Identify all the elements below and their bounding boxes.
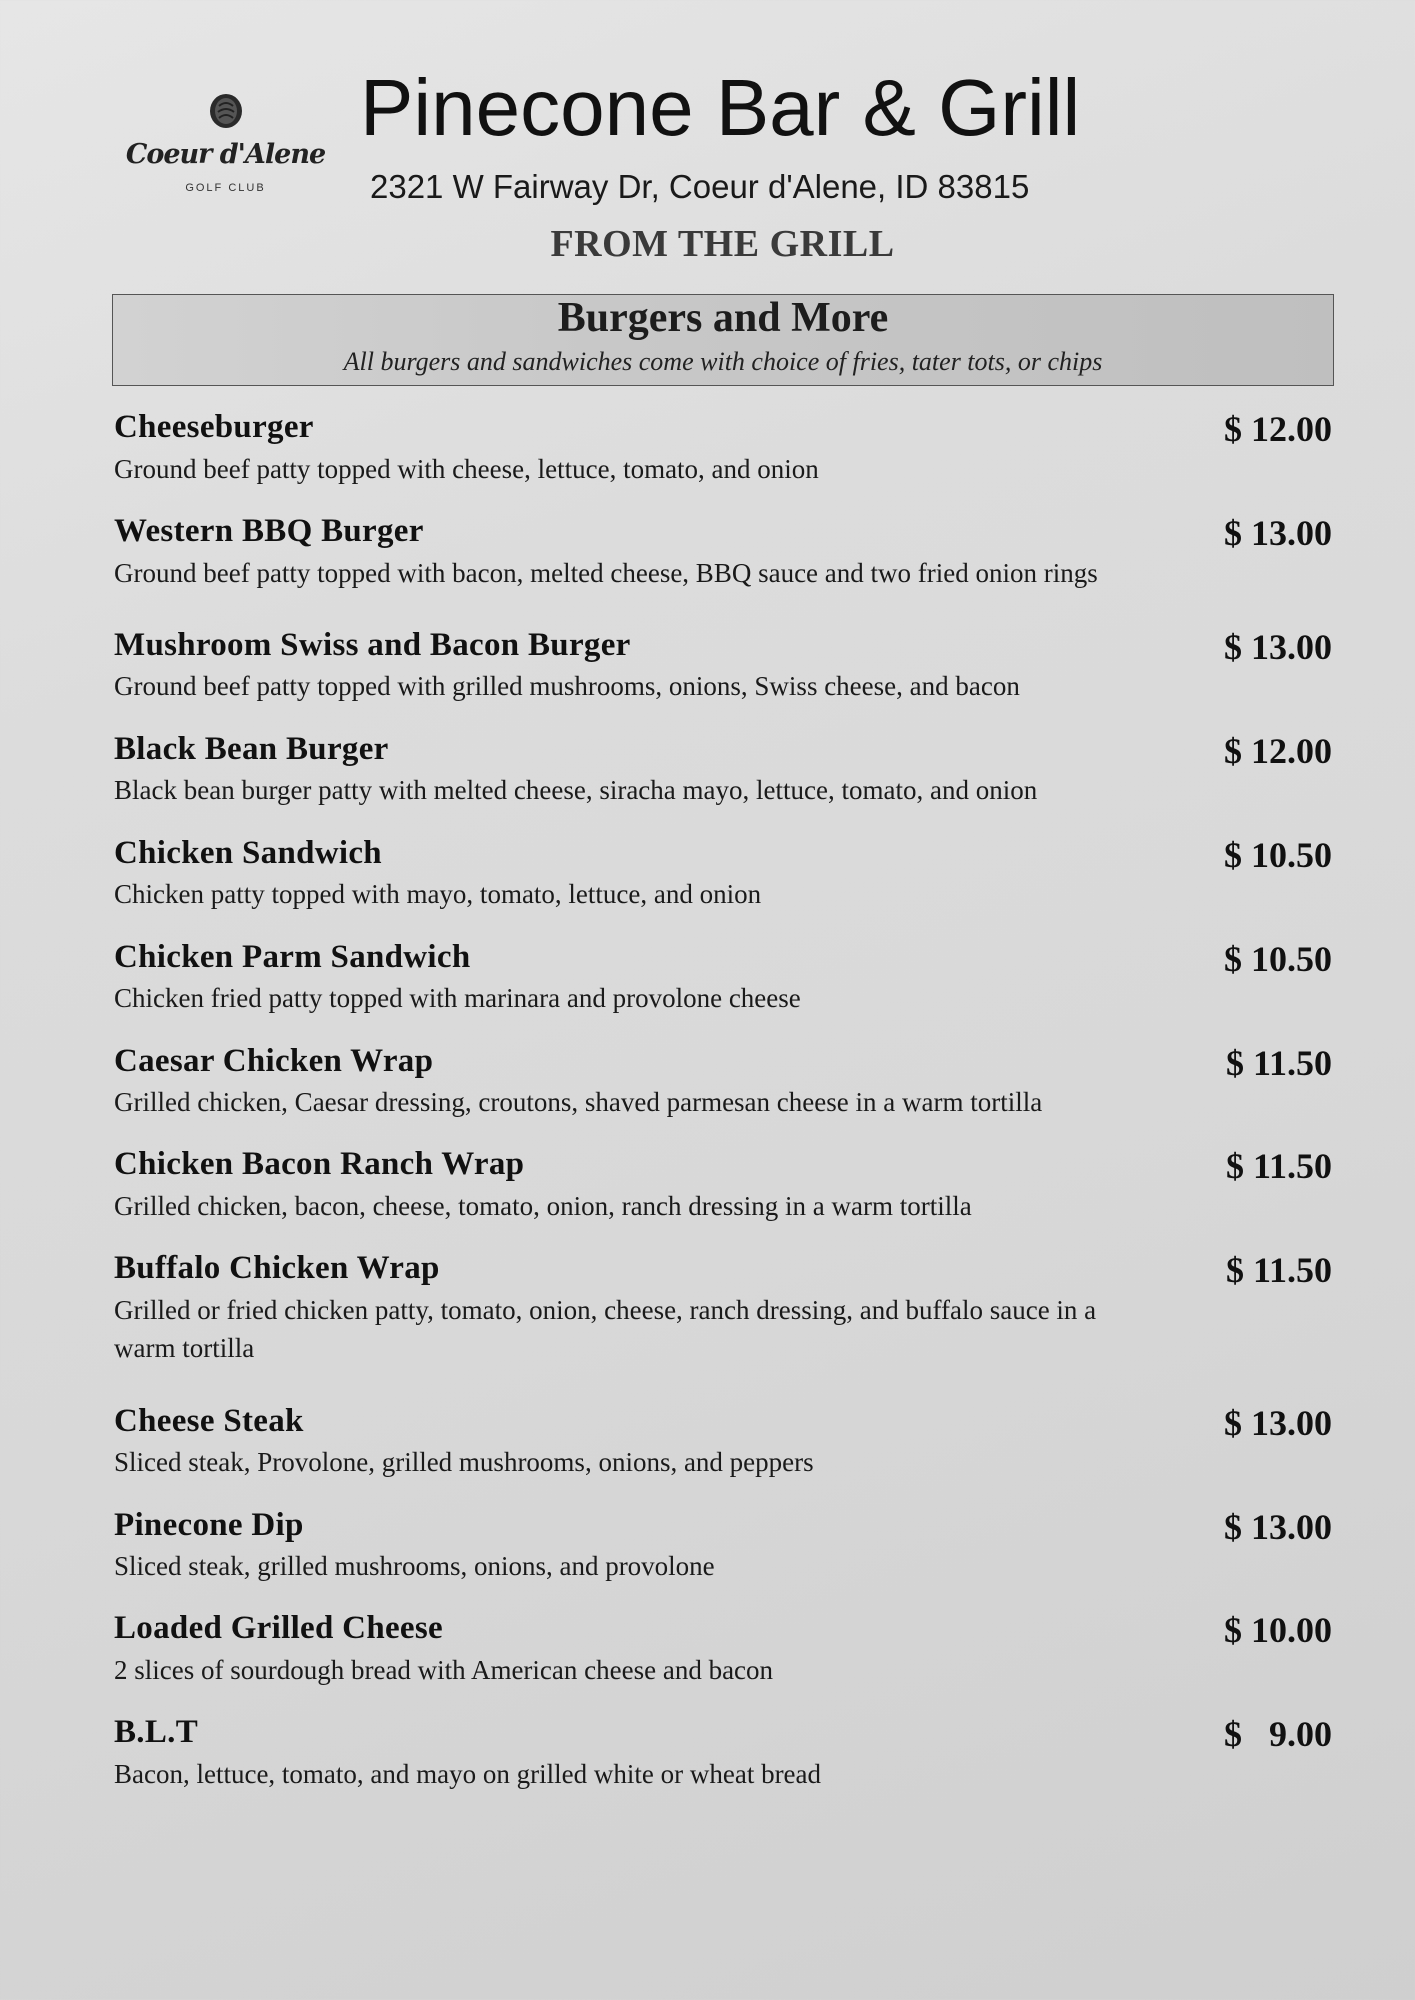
item-price: $ 11.50 [1225, 1250, 1332, 1291]
logo-name: Coeur d'Alene [125, 139, 326, 170]
section-label: FROM THE GRILL [550, 223, 895, 265]
item-name: Chicken Parm Sandwich [114, 938, 471, 975]
item-price: $ 9.00 [1224, 1714, 1332, 1755]
item-price: $ 11.50 [1225, 1042, 1332, 1083]
club-logo [118, 92, 333, 194]
item-name: Cheeseburger [114, 409, 314, 445]
menu-items [114, 408, 1332, 1793]
item-price: $ 12.00 [1224, 730, 1332, 771]
menu-item [114, 730, 1332, 810]
menu-item [114, 1249, 1332, 1367]
item-name: B.L.T [114, 1714, 199, 1751]
item-name: Black Bean Burger [114, 730, 389, 767]
item-description: Black bean burger patty with melted cheese, siracha mayo, lettuce, tomato, and onion [114, 775, 1038, 806]
logo-subtitle: GOLF CLUB [185, 182, 266, 194]
item-description: Chicken patty topped with mayo, tomato, lettuce, and onion [114, 879, 762, 910]
category-title: Burgers and More [557, 295, 889, 341]
item-price: $ 10.00 [1224, 1610, 1332, 1651]
item-price: $ 11.50 [1225, 1146, 1332, 1187]
item-description: Sliced steak, grilled mushrooms, onions, and provolone [114, 1551, 715, 1582]
category-note: All burgers and sandwiches come with choice of fries, tater tots, or chips [343, 347, 1103, 377]
menu-item [114, 1042, 1332, 1122]
menu-item [114, 1506, 1332, 1586]
pinecone-emblem-icon [207, 92, 245, 130]
item-price: $ 13.00 [1224, 626, 1332, 667]
category-banner [112, 294, 1334, 386]
item-name: Cheese Steak [114, 1402, 304, 1439]
restaurant-address: 2321 W Fairway Dr, Coeur d'Alene, ID 83815 [370, 168, 1030, 205]
item-name: Pinecone Dip [114, 1506, 304, 1543]
menu-item [114, 1402, 1332, 1482]
item-description: Ground beef patty topped with grilled mushrooms, onions, Swiss cheese, and bacon [114, 671, 1020, 702]
item-name: Chicken Bacon Ranch Wrap [114, 1146, 525, 1183]
item-description: 2 slices of sourdough bread with American cheese and bacon [114, 1655, 774, 1686]
menu-item [114, 1713, 1332, 1793]
item-description: Grilled chicken, Caesar dressing, croutons, shaved parmesan cheese in a warm tortilla [114, 1087, 1043, 1118]
item-price: $ 13.00 [1224, 1506, 1332, 1547]
item-price: $ 13.00 [1224, 512, 1332, 553]
item-name: Caesar Chicken Wrap [114, 1042, 434, 1079]
item-description: Bacon, lettuce, tomato, and mayo on grilled white or wheat bread [114, 1758, 822, 1789]
item-description: Chicken fried patty topped with marinara and provolone cheese [114, 983, 801, 1014]
item-price: $ 13.00 [1224, 1402, 1332, 1443]
item-name: Buffalo Chicken Wrap [114, 1250, 440, 1287]
item-description: Ground beef patty topped with bacon, melted cheese, BBQ sauce and two fried onion rings [114, 557, 1098, 588]
menu-item [114, 512, 1332, 592]
item-name: Western BBQ Burger [114, 512, 424, 549]
menu-item [114, 834, 1332, 914]
item-name: Chicken Sandwich [114, 834, 382, 871]
item-description: Grilled chicken, bacon, cheese, tomato, onion, ranch dressing in a warm tortilla [114, 1191, 972, 1222]
item-price: $ 12.00 [1224, 409, 1332, 449]
menu-item [114, 408, 1332, 488]
item-price: $ 10.50 [1224, 938, 1332, 979]
item-description: Ground beef patty topped with cheese, lettuce, tomato, and onion [114, 453, 819, 484]
item-name: Loaded Grilled Cheese [114, 1610, 443, 1647]
item-description: Grilled or fried chicken patty, tomato, onion, cheese, ranch dressing, and buffalo sauce in a warm tortilla [114, 1294, 1097, 1364]
menu-item [114, 938, 1332, 1018]
item-price: $ 10.50 [1224, 834, 1332, 875]
item-description: Sliced steak, Provolone, grilled mushrooms, onions, and peppers [114, 1447, 814, 1478]
menu-item [114, 1609, 1332, 1689]
restaurant-title: Pinecone Bar & Grill [360, 63, 1081, 152]
menu-item [114, 1145, 1332, 1225]
menu-item [114, 626, 1332, 706]
item-name: Mushroom Swiss and Bacon Burger [114, 626, 631, 663]
